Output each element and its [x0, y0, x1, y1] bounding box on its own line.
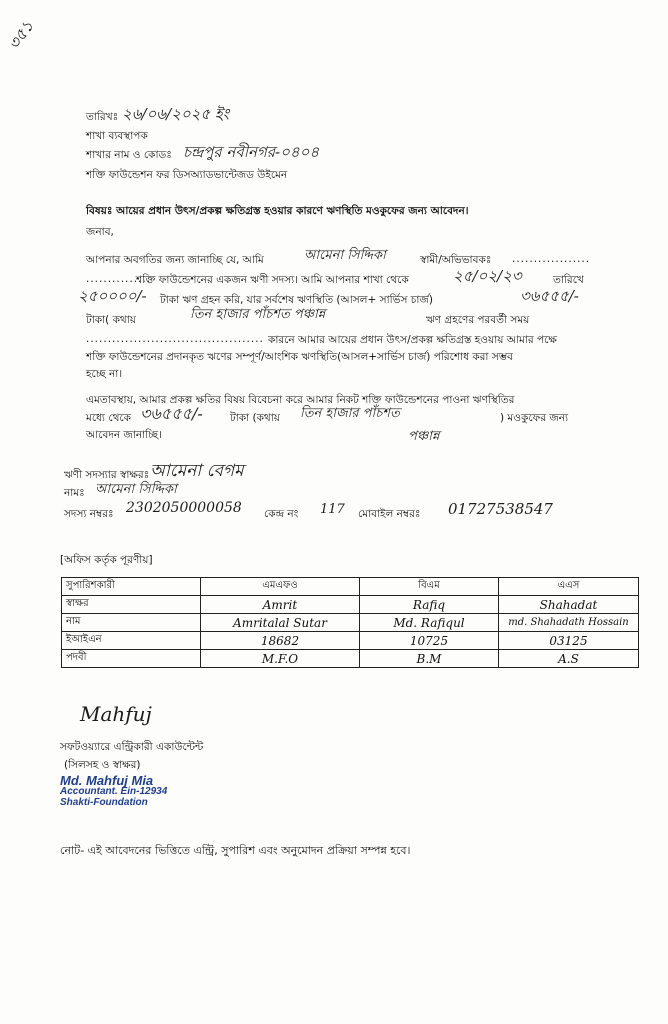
date-suffix: তারিখে	[553, 274, 584, 286]
balance-hw: ৩৬৫৫৫/-	[520, 287, 579, 305]
footer-note: নোট- এই আবেদনের ভিত্তিতে এন্ট্রি, সুপারিশ এবং অনুমোদন প্রক্রিয়া সম্পন্ন হবে।	[60, 844, 411, 857]
accountant-line2: (সিলসহ ও স্বাক্ষর)	[64, 759, 141, 771]
name-row	[62, 614, 639, 632]
office-header-row	[62, 578, 639, 596]
loan-amount-hw: ২৫০০০০/-	[78, 287, 147, 305]
branch-value: চন্দ্রপুর নবীনগর-০৪০৪	[183, 143, 320, 161]
row-label: নাম	[62, 614, 201, 632]
para2-line2-mid: টাকা (কথায়	[230, 412, 280, 424]
borrower-name-hw: আমেনা সিদ্দিকা	[95, 482, 177, 497]
para1-line5: কারনে আমার আয়ের প্রধান উৎস/প্রকল্প ক্ষতিগ্রস্ত হওয়ায় আমার পক্ষে	[268, 334, 557, 346]
as-designation: A.S	[499, 650, 639, 668]
para1-line4: টাকা( কথায়	[86, 314, 136, 326]
mfo-ein: 18682	[201, 632, 360, 650]
header-recommender: সুপারিশকারী	[62, 578, 201, 596]
borrower-sign-label: ঋণী সদস্যার স্বাক্ষরঃ	[64, 469, 150, 481]
para2-line2-pre: মধ্যে থেকে	[86, 412, 131, 424]
waiver-words-hw: তিন হাজার পাঁচশত	[300, 406, 400, 421]
designation-row	[62, 650, 639, 668]
date-label: তারিখঃ	[86, 111, 119, 123]
accountant-line1: সফটওয়্যারে এন্ট্রিকারী একাউন্টেন্ট	[60, 741, 204, 753]
para2-line2-post: ) মওকুফের জন্য	[500, 412, 569, 424]
subject: বিষয়ঃ আয়ের প্রধান উৎস/প্রকল্প ক্ষতিগ্রস্ত হওয়ার কারণে ঋণস্থিতি মওকুফের জন্য আবেদন।	[86, 205, 469, 217]
bm-signature: Rafiq	[360, 596, 499, 614]
ein-row	[62, 632, 639, 650]
as-signature: Shahadat	[499, 596, 639, 614]
guardian-label: স্বামী/অভিভাবকঃ	[420, 254, 492, 266]
para1-line4-post: ঋণ গ্রহণের পরবর্তী সময়	[426, 314, 530, 326]
mobile-hw: 01727538547	[448, 500, 553, 518]
para1-l2-dots: ...............	[86, 273, 152, 285]
header-mfo: এমএফও	[201, 578, 360, 596]
row-label: স্বাক্ষর	[62, 596, 201, 614]
mfo-name: Amritalal Sutar	[201, 614, 360, 632]
stamp-name: Md. Mahfuj Mia	[60, 773, 154, 788]
row-label: ইআইএন	[62, 632, 201, 650]
para1-line2: শক্তি ফাউন্ডেশনের একজন ঋণী সদস্য। আমি আপনার শাখা থেকে	[136, 274, 409, 286]
bm-ein: 10725	[360, 632, 499, 650]
para1-line3: টাকা ঋণ গ্রহন করি, যার সর্বশেষ ঋণস্থিতি (আসল+ সার্ভিস চার্জ)	[160, 294, 433, 306]
para2-line3: আবেদন জানাচ্ছি।	[86, 429, 162, 441]
para1-line7: হচ্ছে না।	[86, 368, 123, 380]
branch-label: শাখার নাম ও কোডঃ	[86, 149, 172, 161]
para1-line1: আপনার অবগতির জন্য জানাচ্ছি যে, আমি	[86, 254, 264, 266]
member-no-label: সদস্য নম্বরঃ	[64, 508, 114, 520]
para2-line1: এমতাবস্থায়, আমার প্রকল্প ক্ষতির বিষয় বিবেচনা করে আমার নিকট শক্তি ফাউন্ডেশনের পাওনা ঋণস্থিতির	[86, 394, 515, 406]
amount-words-hw: তিন হাজার পাঁচশত পঞ্চান্ন	[190, 307, 326, 322]
row-label: পদবী	[62, 650, 201, 668]
waiver-amount-hw: ৩৬৫৫৫/-	[140, 404, 203, 423]
stamp-org: Shakti-Foundation	[60, 797, 148, 808]
mfo-designation: M.F.O	[201, 650, 360, 668]
mobile-label: মোবাইল নম্বরঃ	[358, 508, 421, 520]
header-bm: বিএম	[360, 578, 499, 596]
corner-mark: ৩৫১	[4, 16, 38, 54]
as-ein: 03125	[499, 632, 639, 650]
office-use-label: [অফিস কর্তৃক পূরণীয়]	[60, 554, 153, 566]
accountant-signature: Mahfuj	[80, 702, 152, 726]
borrower-name-label: নামঃ	[64, 487, 85, 499]
loan-date-hw: ২৫/০২/২৩	[453, 267, 522, 285]
stamp-ein: Accountant. Ein-12934	[60, 786, 168, 797]
guardian-dots: ..................	[512, 253, 591, 265]
header-as: এএস	[499, 578, 639, 596]
para1-line6: শক্তি ফাউন্ডেশনের প্রদানকৃত ঋণের সম্পূর্ণ/আংশিক ঋণস্থিতি(আসল+সার্ভিস চার্জ) পরিশোধ করা সম্ভব	[86, 351, 513, 363]
date-value: ২৬/০৬/২০২৫ ইং	[122, 105, 230, 123]
bm-designation: B.M	[360, 650, 499, 668]
mfo-signature: Amrit	[201, 596, 360, 614]
as-name: md. Shahadath Hossain	[499, 614, 639, 632]
bm-name: Md. Rafiqul	[360, 614, 499, 632]
office-table	[61, 577, 639, 668]
org-label: শক্তি ফাউন্ডেশন ফর ডিসঅ্যাডভান্টেজড উইমেন	[86, 169, 288, 181]
waiver-words-hw-2: পঞ্চান্ন	[408, 429, 440, 444]
member-no-hw: 2302050000058	[126, 500, 242, 516]
accountant-stamp	[60, 775, 167, 808]
center-no-hw: 117	[320, 502, 345, 517]
member-name-hw: আমেনা সিদ্দিকা	[304, 248, 386, 263]
signature-row	[62, 596, 639, 614]
salutation: জনাব,	[86, 226, 114, 238]
para1-l5-dots: .........................................	[86, 333, 264, 345]
manager-label: শাখা ব্যবস্থাপক	[86, 130, 148, 142]
center-label: কেন্দ্র নং	[264, 508, 299, 520]
borrower-signature: আমেনা বেগম	[150, 461, 244, 481]
